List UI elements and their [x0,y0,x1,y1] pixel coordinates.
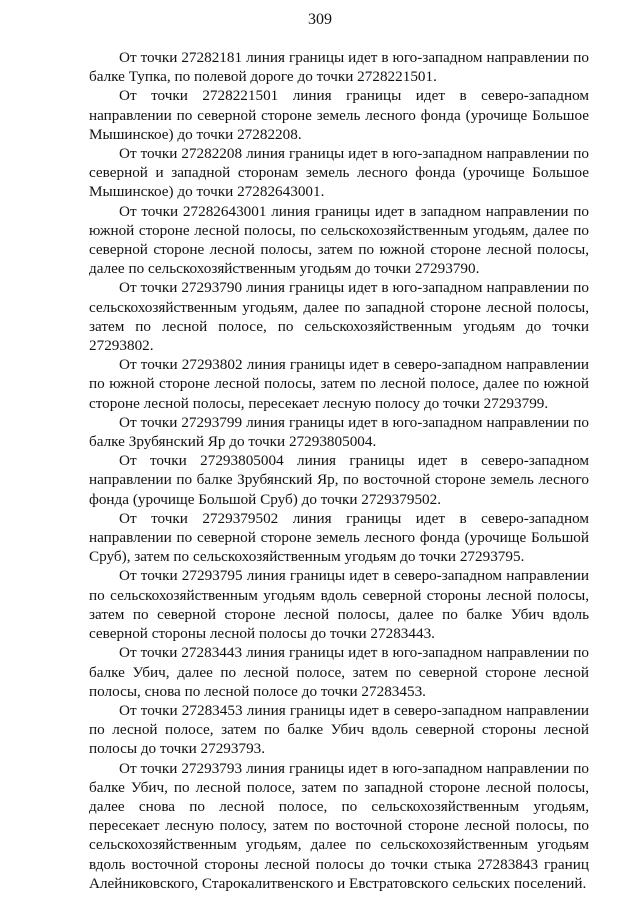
paragraph: От точки 2728221501 линия границы идет в северо-западном направлении по северной стороне земель лесного фонда (урочище Большое Мышинское) до точки 27282208. [89,87,589,143]
paragraph: От точки 27293795 линия границы идет в северо-западном направлении по сельскохозяйственным угодьям вдоль северной стороны лесной полосы, затем по северной стороне лесной полосы, далее по балке Убич вдоль северной стороны лесной полосы до точки 27283443. [89,567,589,643]
paragraph: От точки 27282643001 линия границы идет в западном направлении по южной стороне лесной полосы, по сельскохозяйственным угодьям, далее по северной стороне лесной полосы, затем по южной стороне лесной полосы, далее по сельскохозяйственным угодьям до точки 27293790. [89,202,589,278]
page-number: 309 [308,11,332,28]
paragraph: От точки 27293802 линия границы идет в северо-западном направлении по южной стороне лесной полосы, затем по лесной полосе, далее по южной стороне лесной полосы, пересекает лесную полосу до точки 27293799. [89,356,589,412]
paragraph: От точки 27293805004 линия границы идет в северо-западном направлении по балке Зрубянский Яр, по восточной стороне земель лесного фонда (урочище Большой Сруб) до точки 2729379502. [89,452,589,508]
paragraph: От точки 27283453 линия границы идет в северо-западном направлении по лесной полосе, затем по балке Убич вдоль северной стороны лесной полосы до точки 27293793. [89,701,589,758]
paragraph: От точки 2729379502 линия границы идет в северо-западном направлении по северной стороне земель лесного фонда (урочище Большой Сруб), затем по сельскохозяйственным угодьям до точки 27293795. [89,509,589,566]
paragraph: От точки 27293799 линия границы идет в юго-западном направлении по балке Зрубянский Яр до точки 27293805004. [89,413,589,451]
paragraph: От точки 27282181 линия границы идет в юго-западном направлении по балке Тупка, по полевой дороге до точки 2728221501. [89,49,589,86]
paragraph: От точки 27293793 линия границы идет в юго-западном направлении по балке Убич, по лесной полосе, затем по западной стороне лесной полосы, далее снова по лесной полосе, по сельскохозяйственным угодьям, пересекает лесную полосу, затем по восточной стороне лесной полосы, по сельскохозяйственным угодьям, далее по сельскохозяйственным угодьям вдоль восточной стороны лесной полосы до точки стыка 27283843 границ Алейниковского, Старокалитвенского и Евстратовского сельских поселений. [89,759,589,892]
paragraph: От точки 27282208 линия границы идет в юго-западном направлении по северной и западной сторонам земель лесного фонда (урочище Большое Мышинское) до точки 27282643001. [89,145,589,201]
paragraph: От точки 27293790 линия границы идет в юго-западном направлении по сельскохозяйственным угодьям, далее по западной стороне лесной полосы, затем по лесной полосе, по сельскохозяйственным угодьям до точки 27293802. [89,279,589,355]
document-body [89,48,589,893]
paragraph: От точки 27283443 линия границы идет в юго-западном направлении по балке Убич, далее по лесной полосе, затем по северной стороне лесной полосы, снова по лесной полосе до точки 27283453. [89,644,589,700]
